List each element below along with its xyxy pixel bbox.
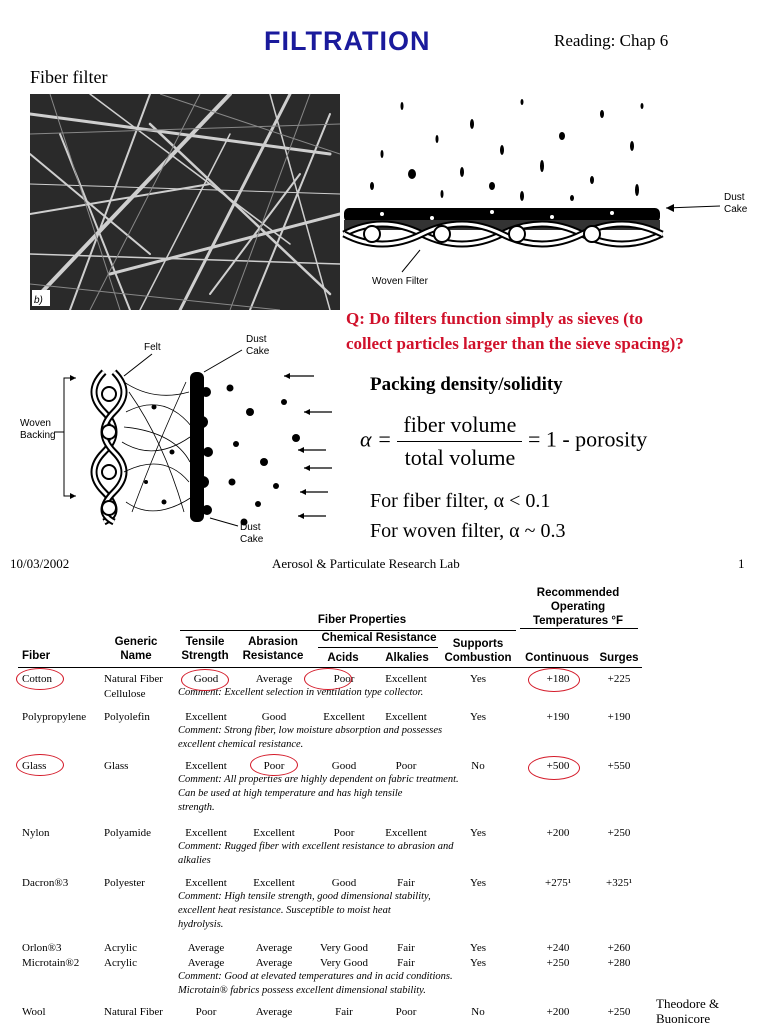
page-title: FILTRATION [264, 26, 431, 56]
circle-glass-abrasion [250, 754, 298, 776]
cell-acids: Good [331, 877, 357, 889]
col-alkalies: Alkalies [385, 652, 429, 664]
col-generic-name: Generic Name [114, 636, 158, 662]
label-woven-backing: Woven [20, 418, 51, 429]
cell-tensile: Average Average [187, 942, 225, 969]
cell-alkalies: Poor [395, 1006, 417, 1018]
cell-continuous: +190 [546, 711, 570, 723]
cell-abrasion: Average [255, 1006, 293, 1018]
cell-generic: Polyester [104, 877, 145, 889]
cell-tensile: Excellent [185, 711, 227, 723]
cell-generic: Polyamide [104, 827, 152, 839]
header-fiber-properties: Fiber Properties [317, 614, 407, 626]
cell-abrasion: Poor [263, 760, 285, 772]
circle-cotton-acids [304, 668, 352, 690]
cell-surges: +550 [607, 760, 631, 772]
felt-filter-diagram [14, 332, 344, 548]
col-abrasion: Abrasion Resistance [242, 636, 304, 662]
cell-supports: Yes [469, 711, 486, 723]
cell-alkalies: Excellent [385, 711, 427, 723]
cell-continuous: +180 [546, 673, 570, 685]
col-supports-combustion: Supports Combustion [444, 638, 512, 664]
row-comment: Comment: Good at elevated temperatures and in acid conditions. Microtain® fabrics possess excellent dimensional stability. [178, 971, 453, 996]
col-fiber: Fiber [22, 650, 51, 662]
cell-surges: +250 [607, 827, 631, 839]
cell-surges: +190 [607, 711, 631, 723]
col-surges: Surges [599, 652, 639, 664]
fiber-properties-rule [180, 630, 516, 631]
cell-surges: +250 [607, 1006, 631, 1018]
cell-continuous: +200 [546, 1006, 570, 1018]
cell-abrasion: Average [255, 673, 293, 685]
cell-acids: Very Good Very Good [320, 942, 368, 969]
cell-supports: Yes [469, 827, 486, 839]
formula-numerator: fiber volume [397, 412, 522, 442]
temps-rule [520, 628, 638, 629]
cell-abrasion: Excellent [253, 877, 295, 889]
row-comment: Comment: High tensile strength, good dimensional stability, excellent heat resistance. Susceptible to moist heat hydrolysis. [178, 891, 431, 930]
packing-heading: Packing density/solidity [370, 374, 563, 395]
row-comment: Comment: All properties are highly dependent on fabric treatment. Can be used at high temperature and has high tensile strength. [178, 774, 459, 813]
cell-tensile: Excellent [185, 827, 227, 839]
cell-abrasion: Excellent [253, 827, 295, 839]
cell-fiber: Dacron®3 [22, 877, 69, 889]
footer-date: 10/03/2002 [10, 556, 70, 571]
cell-fiber: Glass [22, 760, 47, 772]
circle-cotton-continuous [528, 668, 580, 692]
cell-continuous: +240 +250 [546, 942, 570, 969]
woven-filter-note: For woven filter, α ~ 0.3 [370, 520, 566, 542]
row-comment: Comment: Excellent selection in ventilation type collector. [178, 687, 424, 698]
cell-acids: Fair [335, 1006, 353, 1018]
svg-text:Cake: Cake [724, 204, 748, 215]
cell-generic: Glass [104, 760, 129, 772]
question-line-1: Q: Do filters function simply as sieves (to [346, 309, 644, 328]
cell-continuous: +200 [546, 827, 570, 839]
label-felt: Felt [144, 342, 161, 353]
cell-surges: +260 +280 [607, 942, 631, 969]
col-continuous: Continuous [525, 652, 589, 664]
cell-surges: +325¹ [605, 877, 632, 889]
reading-reference: Reading: Chap 6 [554, 31, 669, 50]
svg-text:Cake: Cake [240, 534, 264, 545]
chem-rule [318, 647, 438, 648]
cell-tensile: Excellent [185, 760, 227, 772]
cell-acids: Good [331, 760, 357, 772]
row-comment: Comment: Rugged fiber with excellent resistance to abrasion and alkalies [178, 841, 454, 866]
cell-acids: Excellent [323, 711, 365, 723]
sieve-question [346, 306, 684, 356]
credit-line-1: Theodore & [656, 996, 720, 1011]
cell-generic: Acrylic Acrylic [104, 942, 137, 969]
cell-alkalies: Fair [397, 877, 415, 889]
label-dust-cake-top: Dust [246, 334, 267, 345]
svg-text:Backing: Backing [20, 430, 56, 441]
col-tensile: Tensile Strength [181, 636, 229, 662]
circle-glass [16, 754, 64, 776]
source-credit [656, 996, 719, 1026]
cell-generic: Natural Fiber [104, 1006, 163, 1018]
cell-fiber: Polypropylene [22, 711, 87, 723]
credit-line-2: Buonicore [656, 1011, 711, 1026]
photo-tag: b) [34, 295, 43, 306]
cell-tensile: Good [193, 673, 219, 685]
cell-acids: Poor [333, 673, 355, 685]
cell-continuous: +500 [546, 760, 570, 772]
cell-generic: Natural Fiber Cellulose [104, 673, 163, 700]
label-dust-cake-bottom: Dust [240, 522, 261, 533]
cell-supports: No [471, 1006, 485, 1018]
cell-supports: Yes [469, 877, 486, 889]
cell-acids: Poor [333, 827, 355, 839]
cell-supports: Yes Yes [469, 942, 486, 969]
circle-cotton-tensile [181, 669, 229, 691]
cell-generic: Polyolefin [104, 711, 150, 723]
cell-abrasion: Good [261, 711, 287, 723]
cell-fiber: Orlon®3 Microtain®2 [22, 942, 80, 969]
formula-fraction [397, 412, 522, 471]
cell-tensile: Poor [195, 1006, 217, 1018]
cell-alkalies: Poor [395, 760, 417, 772]
svg-text:Cake: Cake [246, 346, 270, 357]
cell-fiber: Nylon [22, 827, 50, 839]
col-acids: Acids [327, 652, 359, 664]
label-woven-filter: Woven Filter [372, 276, 428, 287]
fiber-filter-label: Fiber filter [30, 67, 108, 87]
cell-continuous: +275¹ [544, 877, 571, 889]
fiber-micrograph [30, 94, 340, 310]
label-dust-cake: Dust [724, 192, 745, 203]
header-recommended-temps: Recommended Operating Temperatures °F [532, 587, 624, 627]
cell-alkalies: Fair Fair [397, 942, 415, 969]
footer-page-number: 1 [738, 556, 745, 571]
formula-rhs: = 1 - porosity [527, 426, 648, 452]
formula-lhs: α = [360, 426, 392, 452]
cell-alkalies: Excellent [385, 827, 427, 839]
cell-abrasion: Average Average [255, 942, 293, 969]
row-comment: Comment: Strong fiber, low moisture absorption and possesses excellent chemical resistance. [178, 725, 443, 750]
formula-denominator: total volume [404, 445, 516, 470]
question-line-2: collect particles larger than the sieve spacing)? [346, 334, 684, 353]
cell-fiber: Cotton [22, 673, 52, 685]
solidity-formula [360, 412, 647, 471]
cell-tensile: Excellent [185, 877, 227, 889]
cell-alkalies: Excellent [385, 673, 427, 685]
header-chemical-resistance: Chemical Resistance [321, 632, 437, 644]
fiber-filter-note: For fiber filter, α < 0.1 [370, 490, 551, 512]
woven-filter-diagram [342, 94, 762, 294]
cell-surges: +225 [607, 673, 631, 685]
cell-supports: No [471, 760, 485, 772]
circle-glass-continuous [528, 756, 580, 780]
cell-fiber: Wool [22, 1006, 46, 1018]
cell-supports: Yes [469, 673, 486, 685]
circle-cotton [16, 668, 64, 690]
footer-lab: Aerosol & Particulate Research Lab [272, 556, 460, 571]
